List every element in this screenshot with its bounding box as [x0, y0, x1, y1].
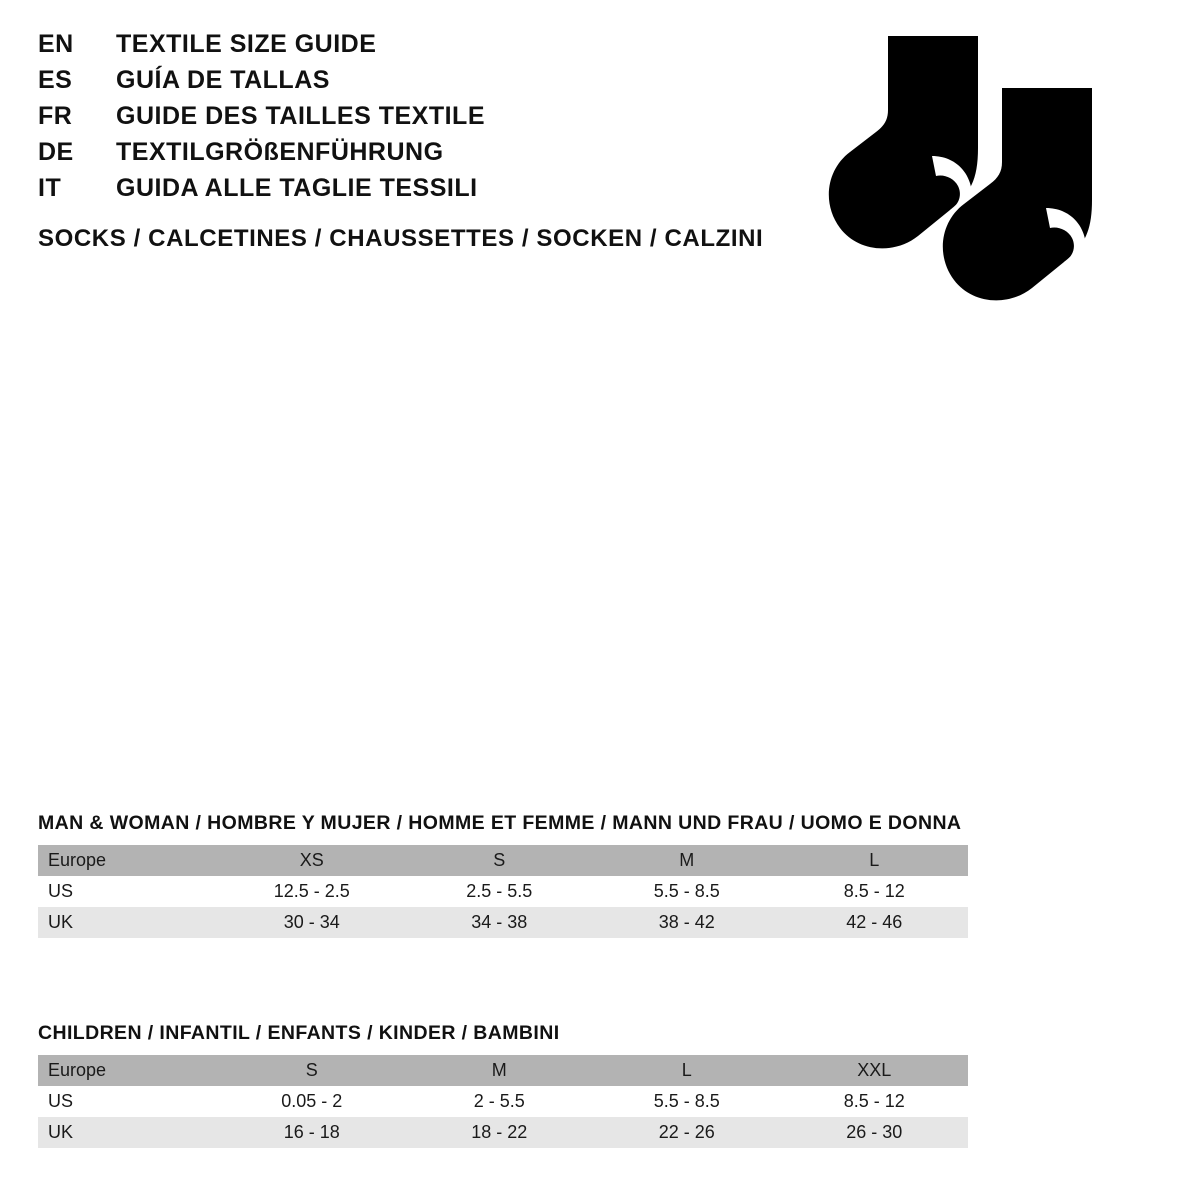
table-row	[38, 876, 968, 907]
cell-uk-3: 38 - 42	[593, 907, 781, 938]
cell-us-4: 8.5 - 12	[781, 876, 969, 907]
row-label-us: US	[38, 1086, 218, 1117]
language-code-fr: FR	[38, 102, 73, 130]
cell-uk-4: 26 - 30	[781, 1117, 969, 1148]
language-text-fr: GUIDE DES TAILLES TEXTILE	[116, 102, 486, 130]
cell-uk-3: 22 - 26	[593, 1117, 781, 1148]
language-text-es: GUÍA DE TALLAS	[116, 66, 330, 94]
language-row-es	[38, 66, 798, 95]
cell-uk-1: 30 - 34	[218, 907, 406, 938]
row-label-us: US	[38, 876, 218, 907]
cell-us-3: 5.5 - 8.5	[593, 1086, 781, 1117]
cell-europe-2: M	[406, 1055, 594, 1086]
cell-us-3: 5.5 - 8.5	[593, 876, 781, 907]
language-code-es: ES	[38, 66, 73, 94]
section-children	[38, 1022, 968, 1148]
language-code-de: DE	[38, 138, 74, 166]
language-row-en	[38, 30, 798, 59]
cell-us-2: 2 - 5.5	[406, 1086, 594, 1117]
language-code-en: EN	[38, 30, 74, 58]
product-category-title: SOCKS / CALCETINES / CHAUSSETTES / SOCKEN / CALZINI	[38, 225, 764, 252]
cell-europe-3: M	[593, 845, 781, 876]
cell-europe-1: XS	[218, 845, 406, 876]
cell-us-4: 8.5 - 12	[781, 1086, 969, 1117]
cell-uk-2: 18 - 22	[406, 1117, 594, 1148]
language-code-it: IT	[38, 174, 62, 202]
header	[38, 30, 798, 253]
cell-us-1: 0.05 - 2	[218, 1086, 406, 1117]
table-row	[38, 1117, 968, 1148]
section-title-man-woman: MAN & WOMAN / HOMBRE Y MUJER / HOMME ET FEMME / MANN UND FRAU / UOMO E DONNA	[38, 812, 962, 834]
language-text-de: TEXTILGRÖßENFÜHRUNG	[116, 138, 444, 166]
language-row-de	[38, 138, 798, 167]
section-man-woman	[38, 812, 968, 938]
row-label-uk: UK	[38, 907, 218, 938]
cell-europe-4: XXL	[781, 1055, 969, 1086]
cell-us-1: 12.5 - 2.5	[218, 876, 406, 907]
cell-europe-1: S	[218, 1055, 406, 1086]
table-row	[38, 845, 968, 876]
table-row	[38, 1086, 968, 1117]
cell-uk-2: 34 - 38	[406, 907, 594, 938]
row-label-europe: Europe	[38, 845, 218, 876]
language-text-en: TEXTILE SIZE GUIDE	[116, 30, 377, 58]
socks-icon	[810, 28, 1140, 358]
size-table-children	[38, 1055, 968, 1148]
language-row-fr	[38, 102, 798, 131]
cell-europe-2: S	[406, 845, 594, 876]
table-row	[38, 1055, 968, 1086]
cell-uk-4: 42 - 46	[781, 907, 969, 938]
language-text-it: GUIDA ALLE TAGLIE TESSILI	[116, 174, 478, 202]
cell-europe-4: L	[781, 845, 969, 876]
section-title-children: CHILDREN / INFANTIL / ENFANTS / KINDER / BAMBINI	[38, 1022, 560, 1044]
row-label-europe: Europe	[38, 1055, 218, 1086]
cell-europe-3: L	[593, 1055, 781, 1086]
table-row	[38, 907, 968, 938]
language-row-it	[38, 174, 798, 203]
cell-uk-1: 16 - 18	[218, 1117, 406, 1148]
size-table-man-woman	[38, 845, 968, 938]
cell-us-2: 2.5 - 5.5	[406, 876, 594, 907]
row-label-uk: UK	[38, 1117, 218, 1148]
